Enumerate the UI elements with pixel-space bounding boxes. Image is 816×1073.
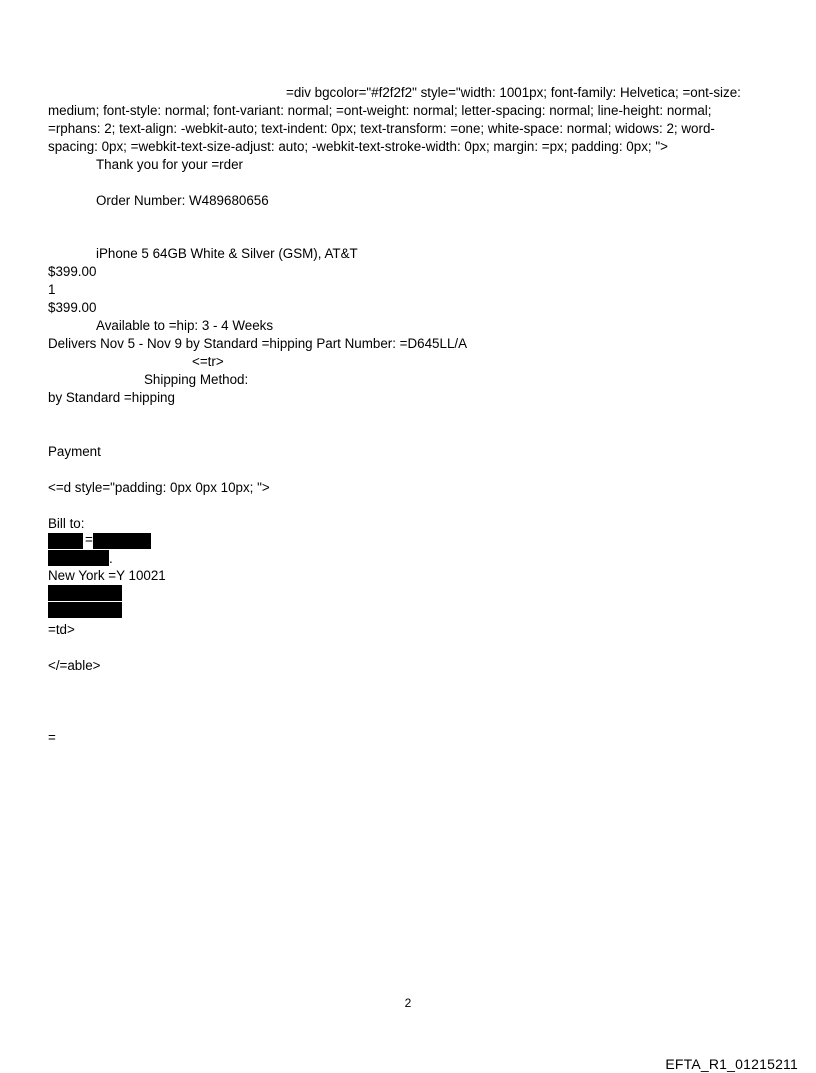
- div-open-line-2: medium; font-style: normal; font-variant: normal; =ont-weight: normal; letter-spacing: normal; line-height: normal;: [48, 103, 712, 118]
- name-separator: =: [85, 532, 93, 547]
- shipping-method-label: Shipping Method:: [144, 372, 249, 387]
- trailing-period: .: [109, 551, 113, 566]
- td-close-text: =td>: [48, 622, 75, 637]
- document-id: EFTA_R1_01215211: [665, 1056, 798, 1072]
- div-open-line-1: =div bgcolor="#f2f2f2" style="width: 1001px; font-family: Helvetica; =ont-size:: [286, 85, 741, 100]
- redaction-box-email: [48, 602, 122, 618]
- page-number: 2: [404, 996, 412, 1010]
- availability-text: Available to =hip: 3 - 4 Weeks: [96, 318, 274, 333]
- redaction-box-street: [48, 550, 109, 566]
- td-tag-text: <=d style="padding: 0px 0px 10px; ">: [48, 480, 270, 495]
- payment-heading: Payment: [48, 444, 101, 459]
- tr-tag-text: <=tr>: [192, 354, 224, 369]
- div-open-line-4: spacing: 0px; =webkit-text-size-adjust: auto; -webkit-text-stroke-width: 0px; margin: =px; padding: 0px; ">: [48, 139, 668, 154]
- div-open-line-3: =rphans: 2; text-align: -webkit-auto; text-indent: 0px; text-transform: =one; white-space: normal; widows: 2; word-: [48, 121, 715, 136]
- thank-you-text: Thank you for your =rder: [96, 157, 243, 172]
- div-open-tag-text: [48, 84, 764, 156]
- order-number: Order Number: W489680656: [96, 193, 269, 208]
- redaction-box-first-name: [48, 533, 83, 549]
- item-total: $399.00: [48, 300, 97, 315]
- item-unit-price: $399.00: [48, 264, 97, 279]
- item-name: iPhone 5 64GB White & Silver (GSM), AT&T: [96, 246, 358, 261]
- bill-to-label: Bill to:: [48, 516, 85, 531]
- table-close-text: </=able>: [48, 658, 101, 673]
- item-quantity: 1: [48, 282, 56, 297]
- redaction-box-phone: [48, 585, 122, 601]
- delivery-text: Delivers Nov 5 - Nov 9 by Standard =hipping Part Number: =D645LL/A: [48, 336, 468, 351]
- trailing-equals: =: [48, 730, 56, 745]
- redaction-box-last-name: [93, 533, 151, 549]
- city-line: New York =Y 10021: [48, 568, 166, 583]
- shipping-method-value: by Standard =hipping: [48, 390, 175, 405]
